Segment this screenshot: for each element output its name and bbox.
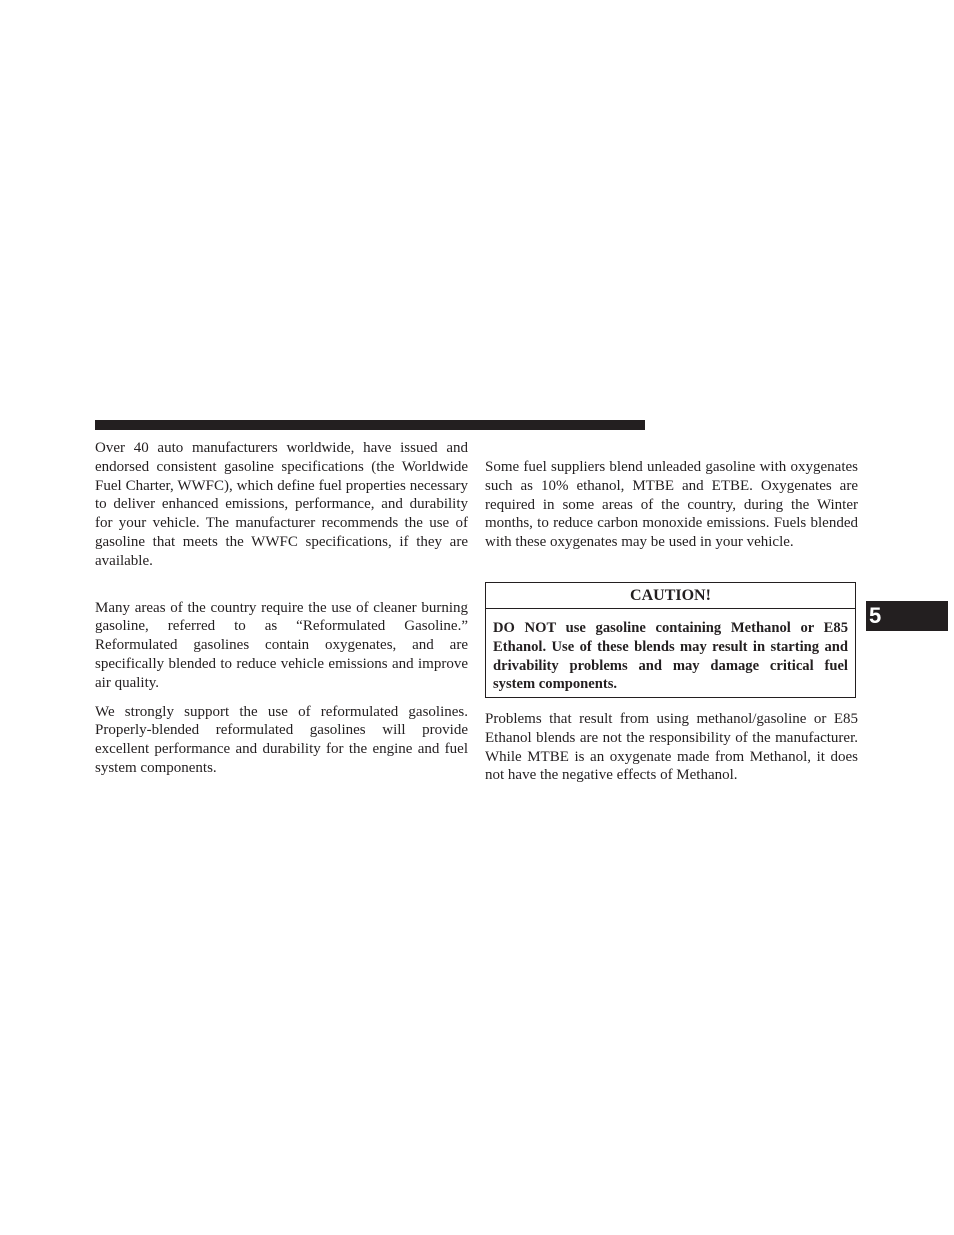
spacer [95, 571, 468, 599]
spacer [95, 693, 468, 703]
right-column [485, 458, 858, 552]
right-column-lower [485, 710, 858, 785]
chapter-tab [866, 601, 948, 631]
wwfc-paragraph: Over 40 auto manufacturers worldwide, have issued and endorsed consistent gasoline specifications (the Worldwide Fuel Charter, WWFC), which define fuel properties necessary to deliver enhanced emissions, performance, and durability for your vehicle. The manufacturer recommends the use of gasoline that meets the WWFC specifications, if they are available. [95, 440, 468, 569]
caution-body: DO NOT use gasoline containing Methanol or E85 Ethanol. Use of these blends may result in starting and drivability problems and may damage critical fuel system components. [493, 620, 848, 693]
methanol-problems-paragraph: Problems that result from using methanol/gasoline or E85 Ethanol blends are not the responsibility of the manufacturer. While MTBE is an oxygenate made from Methanol, it does not have the negative effects of Methanol. [485, 711, 858, 784]
reformulated-gasoline-paragraph: Many areas of the country require the use of cleaner burning gasoline, referred to as “Reformulated Gasoline.” Reformulated gasolines contain oxygenates, and are specifically blended to reduce vehicle emissions and improve air quality. [95, 599, 468, 691]
support-paragraph: We strongly support the use of reformulated gasolines. Properly-blended reformulated gasolines will provide excellent performance and durability for the engine and fuel system components. [95, 703, 468, 776]
caution-title: CAUTION! [486, 583, 855, 609]
chapter-number: 5 [869, 603, 882, 628]
oxygenates-paragraph: Some fuel suppliers blend unleaded gasoline with oxygenates such as 10% ethanol, MTBE and ETBE. Oxygenates are required in some areas of the country, during the Winter months, to reduce carbon monoxide emissions. Fuels blended with these oxygenates may be used in your vehicle. [485, 459, 858, 551]
caution-box [485, 582, 856, 698]
section-top-rule [95, 420, 645, 430]
left-column [95, 439, 468, 778]
